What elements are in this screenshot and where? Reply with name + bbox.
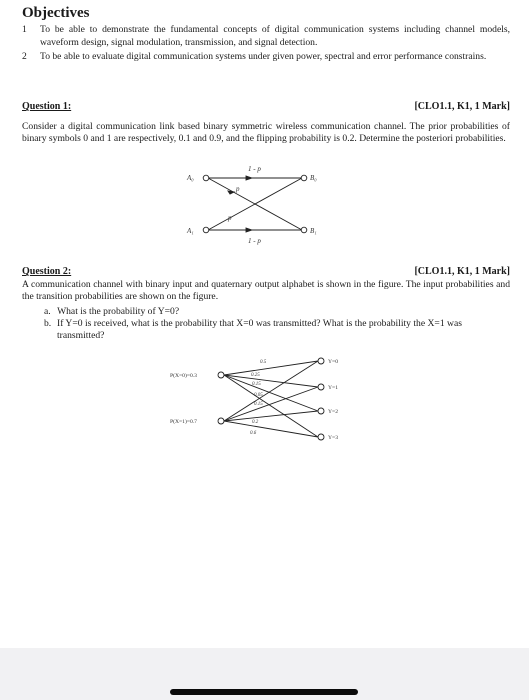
objective-text: To be able to demonstrate the fundamental concepts of digital communication systems including channel models, waveform design, signal modulation, transmission, and signal detection. — [40, 24, 510, 48]
bsc-input-1: A₁ — [187, 227, 194, 235]
objective-number: 2 — [22, 51, 27, 62]
bsc-label-cross-a: p — [236, 185, 240, 193]
question-2-tag: [CLO1.1, K1, 1 Mark] — [414, 266, 510, 277]
quaternary-channel-diagram — [168, 348, 358, 468]
part-text: If Y=0 is received, what is the probability that X=0 was transmitted? What is the probability the X=1 was transmitted? — [57, 318, 462, 341]
bsc-label-top: 1 - p — [248, 165, 261, 173]
transition-prob: 0.15 — [252, 382, 261, 387]
objective-item — [22, 24, 512, 50]
question-1-header — [22, 101, 510, 112]
transition-prob: 0.5 — [260, 360, 267, 365]
question-1-body: Consider a digital communication link based binary symmetric wireless communication channel. The prior probabilities of binary symbols 0 and 1 are respectively, 0.1 and 0.9, and the flipping probability is 0.2. Determine the posteriori probabilities. — [22, 121, 510, 144]
bsc-label-bottom: 1 - p — [248, 237, 261, 245]
transition-prob: 0.6 — [250, 431, 257, 436]
question-2-body: A communication channel with binary input and quaternary output alphabet is shown in the figure. The input probabilities and the transition probabilities are shown on the figure. — [22, 279, 510, 302]
part-label: b. — [44, 318, 52, 329]
channel-output-0: Y=0 — [328, 359, 338, 365]
bsc-input-0: A₀ — [187, 174, 194, 182]
channel-output-2: Y=2 — [328, 409, 338, 415]
question-1-tag: [CLO1.1, K1, 1 Mark] — [414, 101, 510, 112]
channel-output-3: Y=3 — [328, 435, 338, 441]
bsc-label-cross-b: p — [228, 214, 232, 222]
objective-number: 1 — [22, 24, 27, 35]
transition-prob: 0.2 — [252, 420, 259, 425]
transition-prob: 0.15 — [254, 402, 263, 407]
part-label: a. — [44, 306, 51, 317]
channel-output-1: Y=1 — [328, 385, 338, 391]
transition-prob: 0.25 — [251, 373, 260, 378]
question-2-part-a — [44, 306, 179, 318]
channel-input-1: P(X=1)=0.7 — [170, 419, 197, 425]
part-text: What is the probability of Y=0? — [57, 306, 180, 317]
binary-symmetric-channel-diagram — [160, 160, 360, 250]
home-indicator[interactable] — [170, 689, 358, 695]
objectives-heading: Objectives — [22, 5, 90, 21]
question-2-title: Question 2: — [22, 266, 72, 277]
bsc-output-0: B₀ — [310, 174, 317, 182]
channel-input-0: P(X=0)=0.3 — [170, 373, 197, 379]
bsc-output-1: B₁ — [310, 227, 317, 235]
objective-text: To be able to evaluate digital communication systems under given power, spectral and error performance constrains. — [40, 51, 487, 62]
transition-prob: 0.05 — [254, 393, 263, 398]
question-2-header — [22, 266, 510, 277]
question-1-title: Question 1: — [22, 101, 72, 112]
objective-item — [22, 51, 512, 77]
question-2-part-b — [44, 318, 484, 341]
